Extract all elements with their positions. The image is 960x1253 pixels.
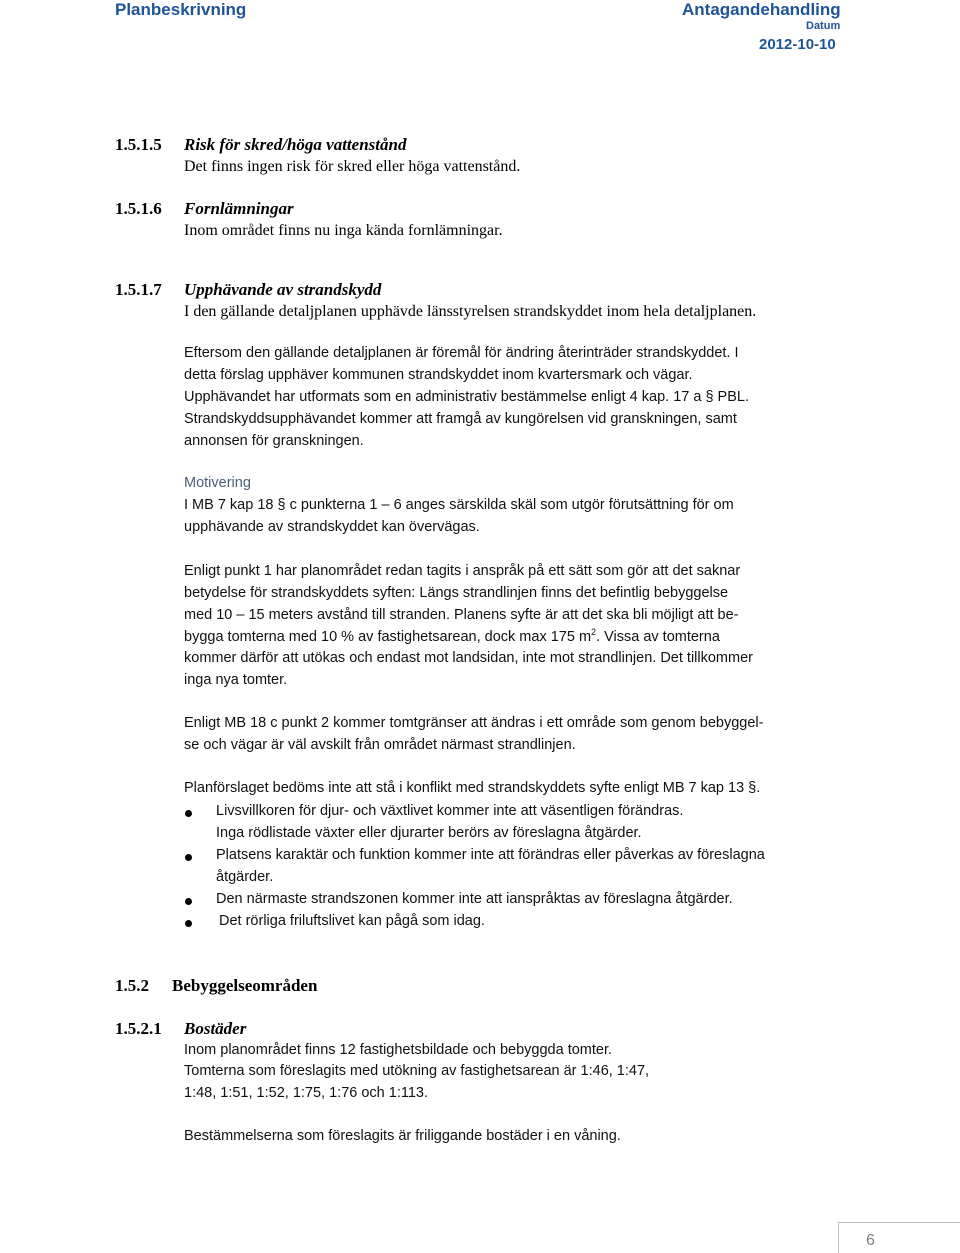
paragraph-line: I MB 7 kap 18 § c punkterna 1 – 6 anges särskilda skäl som utgör förutsättning för om bbox=[184, 497, 734, 513]
list-item: Den närmaste strandszonen kommer inte att ianspråktas av föreslagna åtgärder. bbox=[216, 891, 733, 907]
paragraph-text: . Vissa av tomterna bbox=[596, 628, 720, 645]
page-number: 6 bbox=[866, 1232, 875, 1249]
paragraph-line: upphävande av strandskyddet kan övervägas. bbox=[184, 519, 480, 535]
section-title: Bostäder bbox=[184, 1019, 247, 1038]
section-number: 1.5.2.1 bbox=[115, 1019, 162, 1038]
bullet-icon bbox=[185, 898, 192, 905]
paragraph-line: Tomterna som föreslagits med utökning av fastighetsarean är 1:46, 1:47, bbox=[184, 1063, 650, 1079]
bullet-icon bbox=[185, 920, 192, 927]
motivering-heading: Motivering bbox=[184, 475, 251, 491]
header-status: Antagandehandling bbox=[682, 0, 841, 19]
paragraph-line: kommer därför att utökas och endast mot landsidan, inte mot strandlinjen. Det tillkommer bbox=[184, 650, 753, 666]
paragraph-text: bygga tomterna med 10 % av fastighetsarean, dock max 175 m bbox=[184, 628, 592, 645]
section-body: I den gällande detaljplanen upphävde länsstyrelsen strandskyddet inom hela detaljplanen. bbox=[184, 303, 757, 320]
paragraph-line: 1:48, 1:51, 1:52, 1:75, 1:76 och 1:113. bbox=[184, 1085, 429, 1101]
bullet-icon bbox=[185, 810, 192, 817]
page-number-box bbox=[838, 1222, 960, 1253]
section-title: Fornlämningar bbox=[184, 199, 294, 218]
header-date-value: 2012-10-10 bbox=[759, 36, 836, 53]
section-number: 1.5.1.7 bbox=[115, 280, 162, 299]
paragraph-line: Bestämmelserna som föreslagits är friliggande bostäder i en våning. bbox=[184, 1128, 621, 1144]
list-item: Livsvillkoren för djur- och växtlivet kommer inte att väsentligen förändras. bbox=[216, 803, 684, 819]
paragraph-line: betydelse för strandskyddets syften: Längs strandlinjen finns det befintlig bebyggelse bbox=[184, 585, 729, 601]
paragraph-line: Planförslaget bedöms inte att stå i konflikt med strandskyddets syfte enligt MB 7 kap 13 §. bbox=[184, 780, 761, 796]
section-title: Upphävande av strandskydd bbox=[184, 280, 382, 299]
paragraph-line: Upphävandet har utformats som en administrativ bestämmelse enligt 4 kap. 17 a § PBL. bbox=[184, 389, 749, 405]
section-title: Risk för skred/höga vattenstånd bbox=[184, 135, 407, 154]
section-title: Bebyggelseområden bbox=[172, 976, 318, 995]
header-date-label: Datum bbox=[806, 20, 841, 32]
section-body: Inom området finns nu inga kända fornlämningar. bbox=[184, 222, 503, 239]
paragraph-line: inga nya tomter. bbox=[184, 672, 288, 688]
section-number: 1.5.1.6 bbox=[115, 199, 162, 218]
section-number: 1.5.1.5 bbox=[115, 135, 162, 154]
paragraph-line: annonsen för granskningen. bbox=[184, 433, 364, 449]
section-number: 1.5.2 bbox=[115, 976, 149, 995]
paragraph-line: med 10 – 15 meters avstånd till stranden. Planens syfte är att det ska bli möjligt att be- bbox=[184, 607, 739, 623]
list-item-continuation: Inga rödlistade växter eller djurarter berörs av föreslagna åtgärder. bbox=[216, 825, 642, 841]
header-document-type: Planbeskrivning bbox=[115, 0, 247, 19]
paragraph-line: Strandskyddsupphävandet kommer att framgå av kungörelsen vid granskningen, samt bbox=[184, 411, 737, 427]
bullet-icon bbox=[185, 854, 192, 861]
superscript: 2 bbox=[591, 627, 597, 637]
paragraph-line bbox=[184, 627, 720, 645]
paragraph-line: Enligt MB 18 c punkt 2 kommer tomtgränser att ändras i ett område som genom bebyggel- bbox=[184, 715, 764, 731]
list-item: Det rörliga friluftslivet kan pågå som idag. bbox=[219, 913, 485, 929]
paragraph-line: Inom planområdet finns 12 fastighetsbildade och bebyggda tomter. bbox=[184, 1042, 613, 1058]
list-item-continuation: åtgärder. bbox=[216, 869, 274, 885]
paragraph-line: detta förslag upphäver kommunen strandskyddet inom kvartersmark och vägar. bbox=[184, 367, 693, 383]
paragraph-line: Enligt punkt 1 har planområdet redan tagits i anspråk på ett sätt som gör att det saknar bbox=[184, 563, 741, 579]
paragraph-line: se och vägar är väl avskilt från området närmast strandlinjen. bbox=[184, 737, 576, 753]
paragraph-line: Eftersom den gällande detaljplanen är föremål för ändring återinträder strandskyddet. I bbox=[184, 345, 739, 361]
list-item: Platsens karaktär och funktion kommer inte att förändras eller påverkas av föreslagna bbox=[216, 847, 765, 863]
section-body: Det finns ingen risk för skred eller höga vattenstånd. bbox=[184, 158, 521, 175]
